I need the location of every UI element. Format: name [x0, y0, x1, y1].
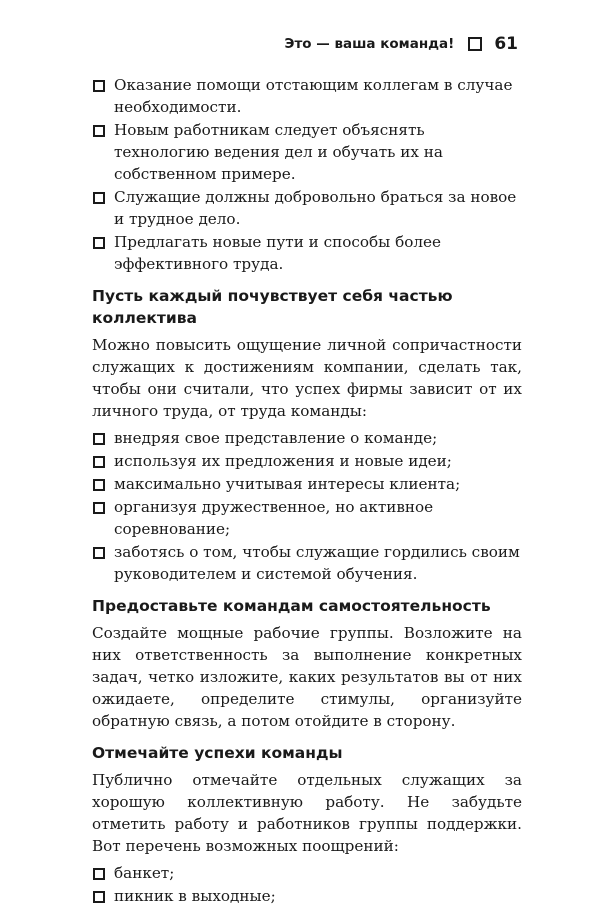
list-item: Предлагать новые пути и способы более эффективного труда.: [92, 231, 522, 275]
section-paragraph-2: Создайте мощные рабочие группы. Возложите на них ответственность за выполнение конкретных задач, четко изложите, каких результатов вы от них ожидаете, определите стимулы, организуйте обратную связь, а потом отойдите в сторону.: [92, 624, 522, 730]
checkbox-icon: [93, 433, 105, 445]
checkbox-icon: [93, 502, 105, 514]
page-number: 61: [494, 34, 518, 54]
list-item: организуя дружественное, но активное соревнование;: [92, 496, 522, 540]
list-item: пикник в выходные;: [92, 885, 522, 907]
section-heading-2: Предоставьте командам самостоятельность: [92, 597, 491, 615]
list-item: банкет;: [92, 862, 522, 884]
bullet-list-1: [92, 74, 522, 275]
running-title: Это — ваша команда!: [284, 36, 455, 52]
bullet-list-3: [92, 862, 522, 907]
section-heading-3: Отмечайте успехи команды: [92, 744, 343, 762]
bullet-list-2: [92, 427, 522, 585]
checkbox-icon: [93, 80, 105, 92]
list-item: заботясь о том, чтобы служащие гордились своим руководителем и системой обучения.: [92, 541, 522, 585]
checkbox-icon: [93, 237, 105, 249]
list-item: Новым работникам следует объяснять технологию ведения дел и обучать их на собственном примере.: [92, 119, 522, 185]
list-item: Оказание помощи отстающим коллегам в случае необходимости.: [92, 74, 522, 118]
checkbox-icon: [93, 192, 105, 204]
list-item: внедряя свое представление о команде;: [92, 427, 522, 449]
checkbox-icon: [93, 868, 105, 880]
list-item: Служащие должны добровольно браться за новое и трудное дело.: [92, 186, 522, 230]
section-paragraph-1: Можно повысить ощущение личной сопричастности служащих к достижениям компании, сделать так, чтобы они считали, что успех фирмы зависит от их личного труда, от труда команды:: [92, 336, 522, 420]
checkbox-icon: [93, 125, 105, 137]
list-item: используя их предложения и новые идеи;: [92, 450, 522, 472]
checkbox-icon: [468, 37, 482, 51]
list-item: максимально учитывая интересы клиента;: [92, 473, 522, 495]
section-paragraph-3: Публично отмечайте отдельных служащих за хорошую коллективную работу. Не забудьте отметить работу и работников группы поддержки. Вот перечень возможных поощрений:: [92, 771, 522, 855]
section-heading-1: Пусть каждый почувствует себя частью коллектива: [92, 287, 453, 327]
page-header: [92, 34, 518, 54]
checkbox-icon: [93, 456, 105, 468]
checkbox-icon: [93, 479, 105, 491]
checkbox-icon: [93, 547, 105, 559]
page-body: [92, 74, 522, 908]
checkbox-icon: [93, 891, 105, 903]
